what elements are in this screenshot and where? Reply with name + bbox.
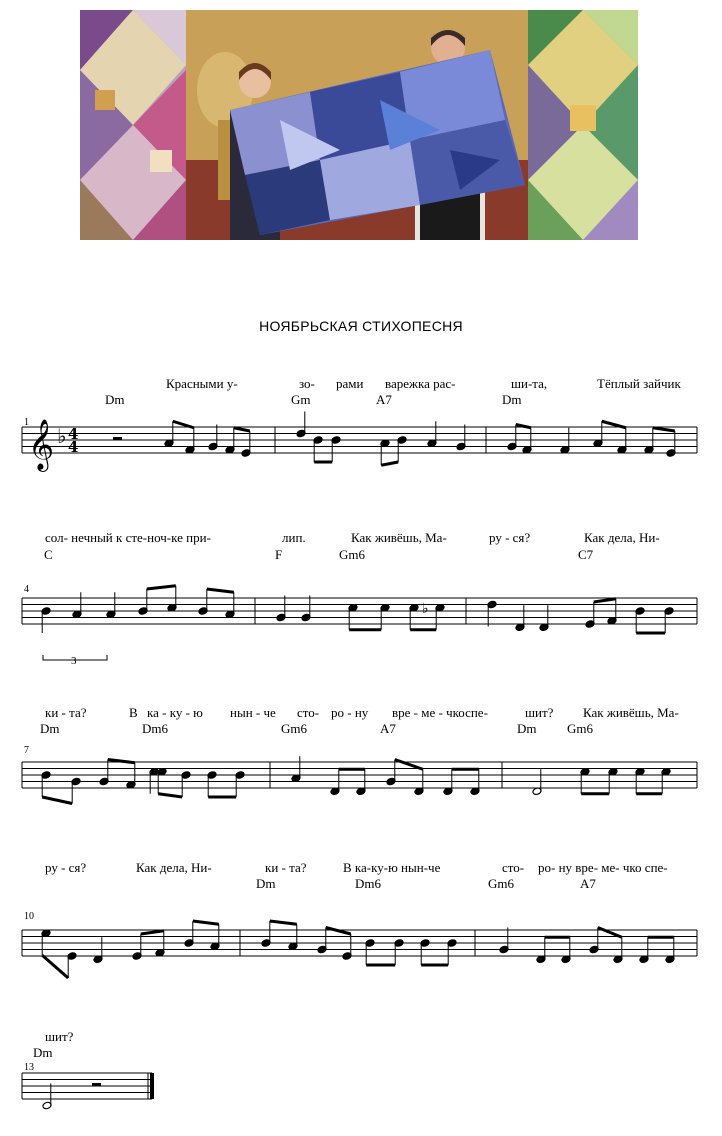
chord-symbol: Dm6 bbox=[142, 721, 168, 736]
half-rest bbox=[92, 1083, 101, 1086]
chord-symbol: C7 bbox=[578, 547, 594, 562]
tuplet-number: 3 bbox=[71, 655, 77, 667]
beam bbox=[598, 928, 622, 938]
beam bbox=[42, 797, 72, 804]
chord-symbol: Dm6 bbox=[355, 876, 381, 891]
measure-number: 1 bbox=[24, 417, 29, 428]
lyric: ши-та, bbox=[511, 376, 548, 391]
lyric: Как живёшь, Ма- bbox=[351, 530, 447, 545]
lyric: Тёплый зайчик bbox=[597, 376, 681, 391]
lyric: варежка рас- bbox=[385, 376, 456, 391]
song-title: НОЯБРЬСКАЯ СТИХОПЕСНЯ bbox=[259, 318, 463, 334]
chord-symbol: Gm6 bbox=[281, 721, 307, 736]
beam bbox=[395, 760, 423, 770]
chord-symbol: A7 bbox=[580, 876, 596, 891]
lyric: сол- нечный к сте-ноч-ке при- bbox=[45, 530, 211, 545]
lyric: ка - ку - ю bbox=[147, 705, 203, 720]
beam bbox=[42, 955, 68, 978]
lyric: рами bbox=[336, 376, 364, 391]
half-rest bbox=[113, 437, 122, 440]
lyric: ро- ну вре- ме- чко спе- bbox=[538, 860, 668, 875]
beam bbox=[193, 921, 219, 924]
lyric: сто- bbox=[297, 705, 320, 720]
measure-number: 7 bbox=[24, 745, 29, 756]
beam bbox=[147, 586, 176, 589]
flat-icon: ♭ bbox=[57, 424, 67, 448]
chord-symbol: F bbox=[275, 547, 283, 562]
lyric: ки - та? bbox=[45, 705, 87, 720]
chord-symbol: Dm bbox=[256, 876, 276, 891]
lyric: шит? bbox=[45, 1029, 74, 1044]
lyric: ру - ся? bbox=[489, 530, 531, 545]
beam bbox=[326, 928, 351, 935]
chord-symbol: A7 bbox=[380, 721, 396, 736]
time-sig-top: 4 bbox=[68, 425, 79, 443]
lyric: сто- bbox=[502, 860, 525, 875]
lyric: вре - ме - чкоспе- bbox=[392, 705, 488, 720]
chord-symbol: Dm bbox=[502, 392, 522, 407]
chord-symbol: Dm bbox=[40, 721, 60, 736]
lyric: Как живёшь, Ма- bbox=[583, 705, 679, 720]
beam bbox=[234, 428, 250, 431]
chord-symbol: Dm bbox=[33, 1045, 53, 1060]
lyric: Как дела, Ни- bbox=[136, 860, 212, 875]
time-sig-bottom: 4 bbox=[68, 438, 79, 456]
lyric: лип. bbox=[282, 530, 306, 545]
chord-symbol: Gm6 bbox=[488, 876, 514, 891]
lyric: ро - ну bbox=[331, 705, 369, 720]
beam bbox=[653, 428, 675, 431]
beam bbox=[207, 589, 234, 592]
lyric: Красными у- bbox=[166, 376, 238, 391]
final-barline bbox=[150, 1073, 154, 1099]
lyric: нын - че bbox=[230, 705, 276, 720]
lyric: В ка-ку-ю нын-че bbox=[343, 860, 441, 875]
lyric: зо- bbox=[299, 376, 315, 391]
beam bbox=[158, 794, 182, 797]
flat-icon: ♭ bbox=[422, 600, 429, 617]
lyric: шит? bbox=[525, 705, 554, 720]
chord-symbol: C bbox=[44, 547, 53, 562]
beam bbox=[270, 921, 297, 924]
chord-symbol: Dm bbox=[517, 721, 537, 736]
beam bbox=[141, 931, 164, 934]
measure-number: 13 bbox=[24, 1062, 34, 1073]
lyric: ки - та? bbox=[265, 860, 307, 875]
chord-symbol: Gm6 bbox=[339, 547, 365, 562]
tuplet-bracket bbox=[43, 655, 107, 660]
beam bbox=[594, 599, 616, 602]
lyric: В bbox=[129, 705, 138, 720]
measure-number: 4 bbox=[24, 584, 29, 595]
beam bbox=[381, 462, 398, 465]
chord-symbol: Dm bbox=[105, 392, 125, 407]
chord-symbol: A7 bbox=[376, 392, 392, 407]
treble-clef-icon: 𝄞 bbox=[28, 419, 55, 470]
chord-symbol: Gm bbox=[291, 392, 311, 407]
chord-symbol: Gm6 bbox=[567, 721, 593, 736]
lyric: Как дела, Ни- bbox=[584, 530, 660, 545]
measure-number: 10 bbox=[24, 911, 34, 922]
lyric: ру - ся? bbox=[45, 860, 87, 875]
